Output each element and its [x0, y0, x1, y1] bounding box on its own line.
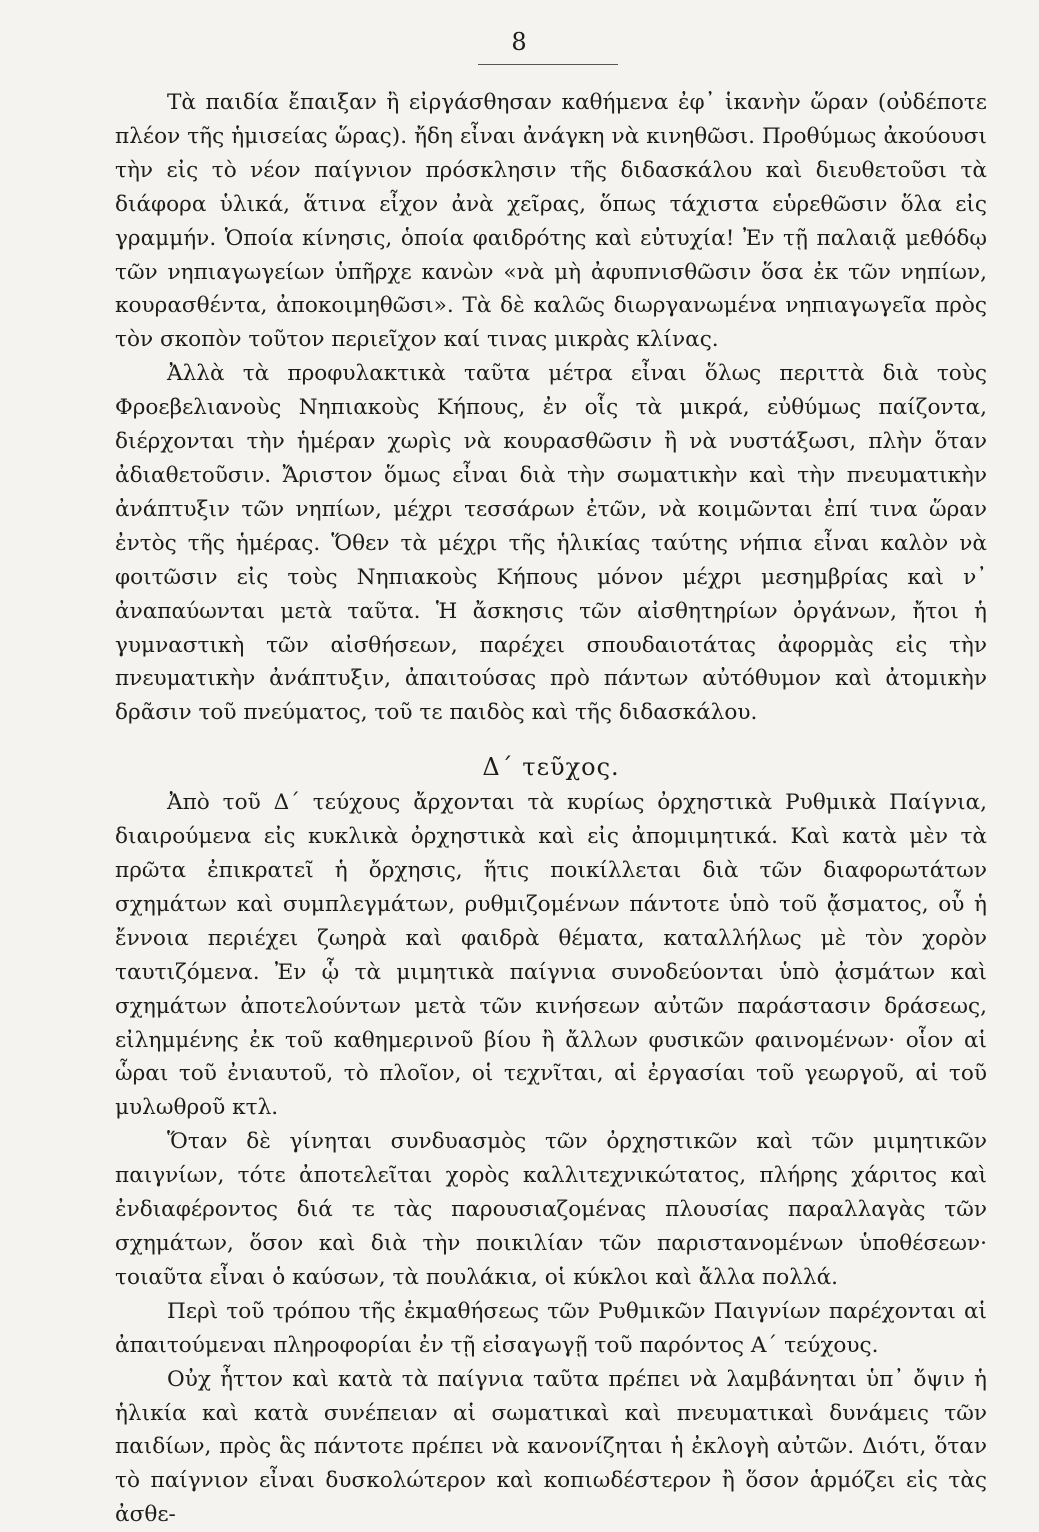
section-heading: Δ´ τεῦχος. [482, 753, 620, 782]
page-number: 8 [511, 28, 528, 56]
paragraph: Ἀλλὰ τὰ προφυλακτικὰ ταῦτα μέτρα εἶναι ὅλως περιττὰ διὰ τοὺς Φροεβελιανοὺς Νηπιακοὺς Κήπους, ἐν οἷς τὰ μικρά, εὐθύμως παίζοντα, διέρχονται τὴν ἡμέραν χωρὶς νὰ κουρασθῶσιν ἢ νὰ νυστάξωσι, πλὴν ὅταν ἀδιαθετοῦσιν. Ἄριστον ὅμως εἶναι διὰ τὴν σωματικὴν καὶ τὴν πνευματικὴν ἀνάπτυξιν τῶν νηπίων, μέχρι τεσσάρων ἐτῶν, νὰ κοιμῶνται ἐπί τινα ὥραν ἐντὸς τῆς ἡμέρας. Ὅθεν τὰ μέχρι τῆς ἡλικίας ταύτης νήπια εἶναι καλὸν νὰ φοιτῶσιν εἰς τοὺς Νηπιακοὺς Κήπους μόνον μέχρι μεσημβρίας καὶ ν᾽ ἀναπαύωνται μετὰ ταῦτα. Ἡ ἄσκησις τῶν αἰσθητηρίων ὀργάνων, ἤτοι ἡ γυμναστικὴ τῶν αἰσθήσεων, παρέχει σπουδαιοτάτας ἀφορμὰς εἰς τὴν πνευματικὴν ἀνάπτυξιν, ἀπαιτούσας πρὸ πάντων αὐτόθυμον καὶ ἀτομικὴν δρᾶσιν τοῦ πνεύματος, τοῦ τε παιδὸς καὶ τῆς διδασκάλου. [115, 361, 987, 726]
paragraph: Περὶ τοῦ τρόπου τῆς ἐκμαθήσεως τῶν Ρυθμικῶν Παιγνίων παρέχονται αἱ ἀπαιτούμεναι πληροφορίαι ἐν τῇ εἰσαγωγῇ τοῦ παρόντος Α´ τεύχους. [115, 1298, 987, 1358]
body-text [115, 86, 987, 1532]
paragraph: Τὰ παιδία ἔπαιξαν ἢ εἰργάσθησαν καθήμενα ἐφ᾽ ἱκανὴν ὥραν (οὐδέποτε πλέον τῆς ἡμισείας ὥρας). ἤδη εἶναι ἀνάγκη νὰ κινηθῶσι. Προθύμως ἀκούουσι τὴν εἰς τὸ νέον παίγνιον πρόσκλησιν τῆς διδασκάλου καὶ διευθετοῦσι τὰ διάφορα ὑλικά, ἅτινα εἶχον ἀνὰ χεῖρας, ὅπως τάχιστα εὑρεθῶσιν ὅλα εἰς γραμμήν. Ὁποία κίνησις, ὁποία φαιδρότης καὶ εὐτυχία! Ἐν τῇ παλαιᾷ μεθόδῳ τῶν νηπιαγωγείων ὑπῆρχε κανὼν «νὰ μὴ ἀφυπνισθῶσιν ὅσα ἐκ τῶν νηπίων, κουρασθέντα, ἀποκοιμηθῶσι». Τὰ δὲ καλῶς διωργανωμένα νηπιαγωγεῖα πρὸς τὸν σκοπὸν τοῦτον περιεῖχον καί τινας μικρὰς κλίνας. [115, 90, 987, 353]
paragraph: Οὐχ ἧττον καὶ κατὰ τὰ παίγνια ταῦτα πρέπει νὰ λαμβάνηται ὑπ᾽ ὄψιν ἡ ἡλικία καὶ κατὰ συνέπειαν αἱ σωματικαὶ καὶ πνευματικαὶ δυνάμεις τῶν παιδίων, πρὸς ἃς πάντοτε πρέπει νὰ κανονίζηται ἡ ἐκλογὴ αὐτῶν. Διότι, ὅταν τὸ παίγνιον εἶναι δυσκολώτερον καὶ κοπιωδέστερον ἢ ὅσον ἁρμόζει εἰς τὰς ἀσθε- [115, 1366, 987, 1528]
paragraph: Ἀπὸ τοῦ Δ´ τεύχους ἄρχονται τὰ κυρίως ὀρχηστικὰ Ρυθμικὰ Παίγνια, διαιρούμενα εἰς κυκλικὰ ὀρχηστικὰ καὶ εἰς ἀπομιμητικά. Καὶ κατὰ μὲν τὰ πρῶτα ἐπικρατεῖ ἡ ὄρχησις, ἥτις ποικίλλεται διὰ τῶν διαφορωτάτων σχημάτων καὶ συμπλεγμάτων, ρυθμιζομένων πάντοτε ὑπὸ τοῦ ᾄσματος, οὗ ἡ ἔννοια περιέχει ζωηρὰ καὶ φαιδρὰ θέματα, καταλλήλως μὲ τὸν χορὸν ταυτιζόμενα. Ἐν ᾧ τὰ μιμητικὰ παίγνια συνοδεύονται ὑπὸ ᾀσμάτων καὶ σχημάτων ἀποτελούντων μετὰ τῶν κινήσεων αὐτῶν παράστασιν δράσεως, εἰλημμένης ἐκ τοῦ καθημερινοῦ βίου ἢ ἄλλων φυσικῶν φαινομένων· οἷον αἱ ὧραι τοῦ ἐνιαυτοῦ, τὸ πλοῖον, οἱ τεχνῖται, αἱ ἐργασίαι τοῦ γεωργοῦ, αἱ τοῦ μυλωθροῦ κτλ. [115, 790, 987, 1121]
header-rule [478, 64, 618, 65]
paragraph: Ὅταν δὲ γίνηται συνδυασμὸς τῶν ὀρχηστικῶν καὶ τῶν μιμητικῶν παιγνίων, τότε ἀποτελεῖται χορὸς καλλιτεχνικώτατος, πλήρης χάριτος καὶ ἐνδιαφέροντος διά τε τὰς παρουσιαζομένας πλουσίας παραλλαγὰς τῶν σχημάτων, ὅσον καὶ διὰ τὴν ποικιλίαν τῶν παριστανομένων ὑποθέσεων· τοιαῦτα εἶναι ὁ καύσων, τὰ πουλάκια, οἱ κύκλοι καὶ ἄλλα πολλά. [115, 1129, 987, 1290]
